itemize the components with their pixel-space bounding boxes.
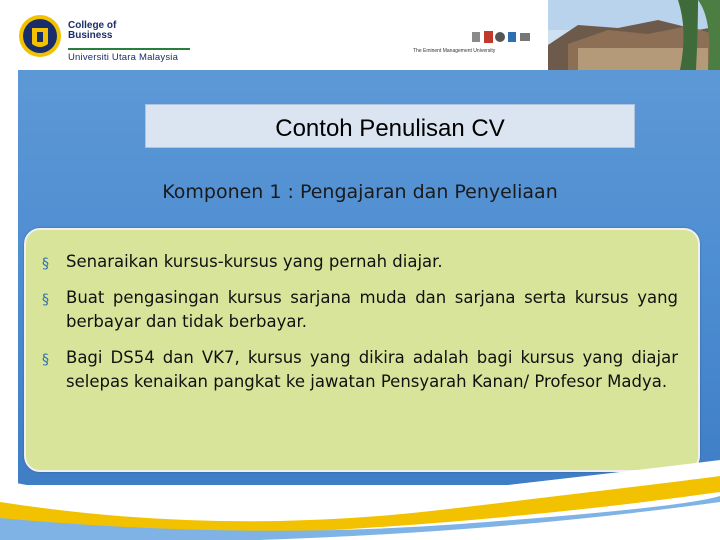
logo-divider	[68, 48, 190, 50]
bullet-item	[42, 250, 678, 274]
bullet-square-icon: §	[42, 352, 49, 368]
university-crest-icon	[18, 10, 62, 62]
title-box	[145, 104, 635, 148]
campus-building-photo	[548, 0, 720, 70]
slide-subtitle: Komponen 1 : Pengajaran dan Penyeliaan	[162, 181, 558, 203]
bullet-item	[42, 286, 678, 334]
logo-line-1: College of	[68, 20, 117, 31]
logo-title	[68, 21, 116, 41]
bullet-text: Senaraikan kursus-kursus yang pernah diajar.	[66, 252, 443, 271]
bullet-item	[42, 346, 678, 394]
bullet-text: Bagi DS54 dan VK7, kursus yang dikira adalah bagi kursus yang diajar selepas kenaikan pangkat ke jawatan Pensyarah Kanan/ Profesor Madya.	[66, 348, 678, 391]
college-logo	[18, 7, 192, 65]
header-bar	[0, 0, 720, 70]
logo-subtitle: Universiti Utara Malaysia	[68, 52, 179, 63]
content-box	[24, 228, 700, 472]
bullet-square-icon: §	[42, 292, 49, 308]
bullet-square-icon: §	[42, 256, 49, 272]
university-tagline: The Eminent Management University	[413, 48, 496, 54]
footer-swoosh	[0, 440, 720, 540]
bullet-text: Buat pengasingan kursus sarjana muda dan sarjana serta kursus yang berbayar dan tidak berbayar.	[66, 288, 678, 331]
partner-emblems-icon	[470, 30, 534, 44]
logo-line-2: Business	[68, 30, 113, 41]
bullet-list	[42, 250, 678, 406]
slide-title: Contoh Penulisan CV	[275, 115, 505, 142]
